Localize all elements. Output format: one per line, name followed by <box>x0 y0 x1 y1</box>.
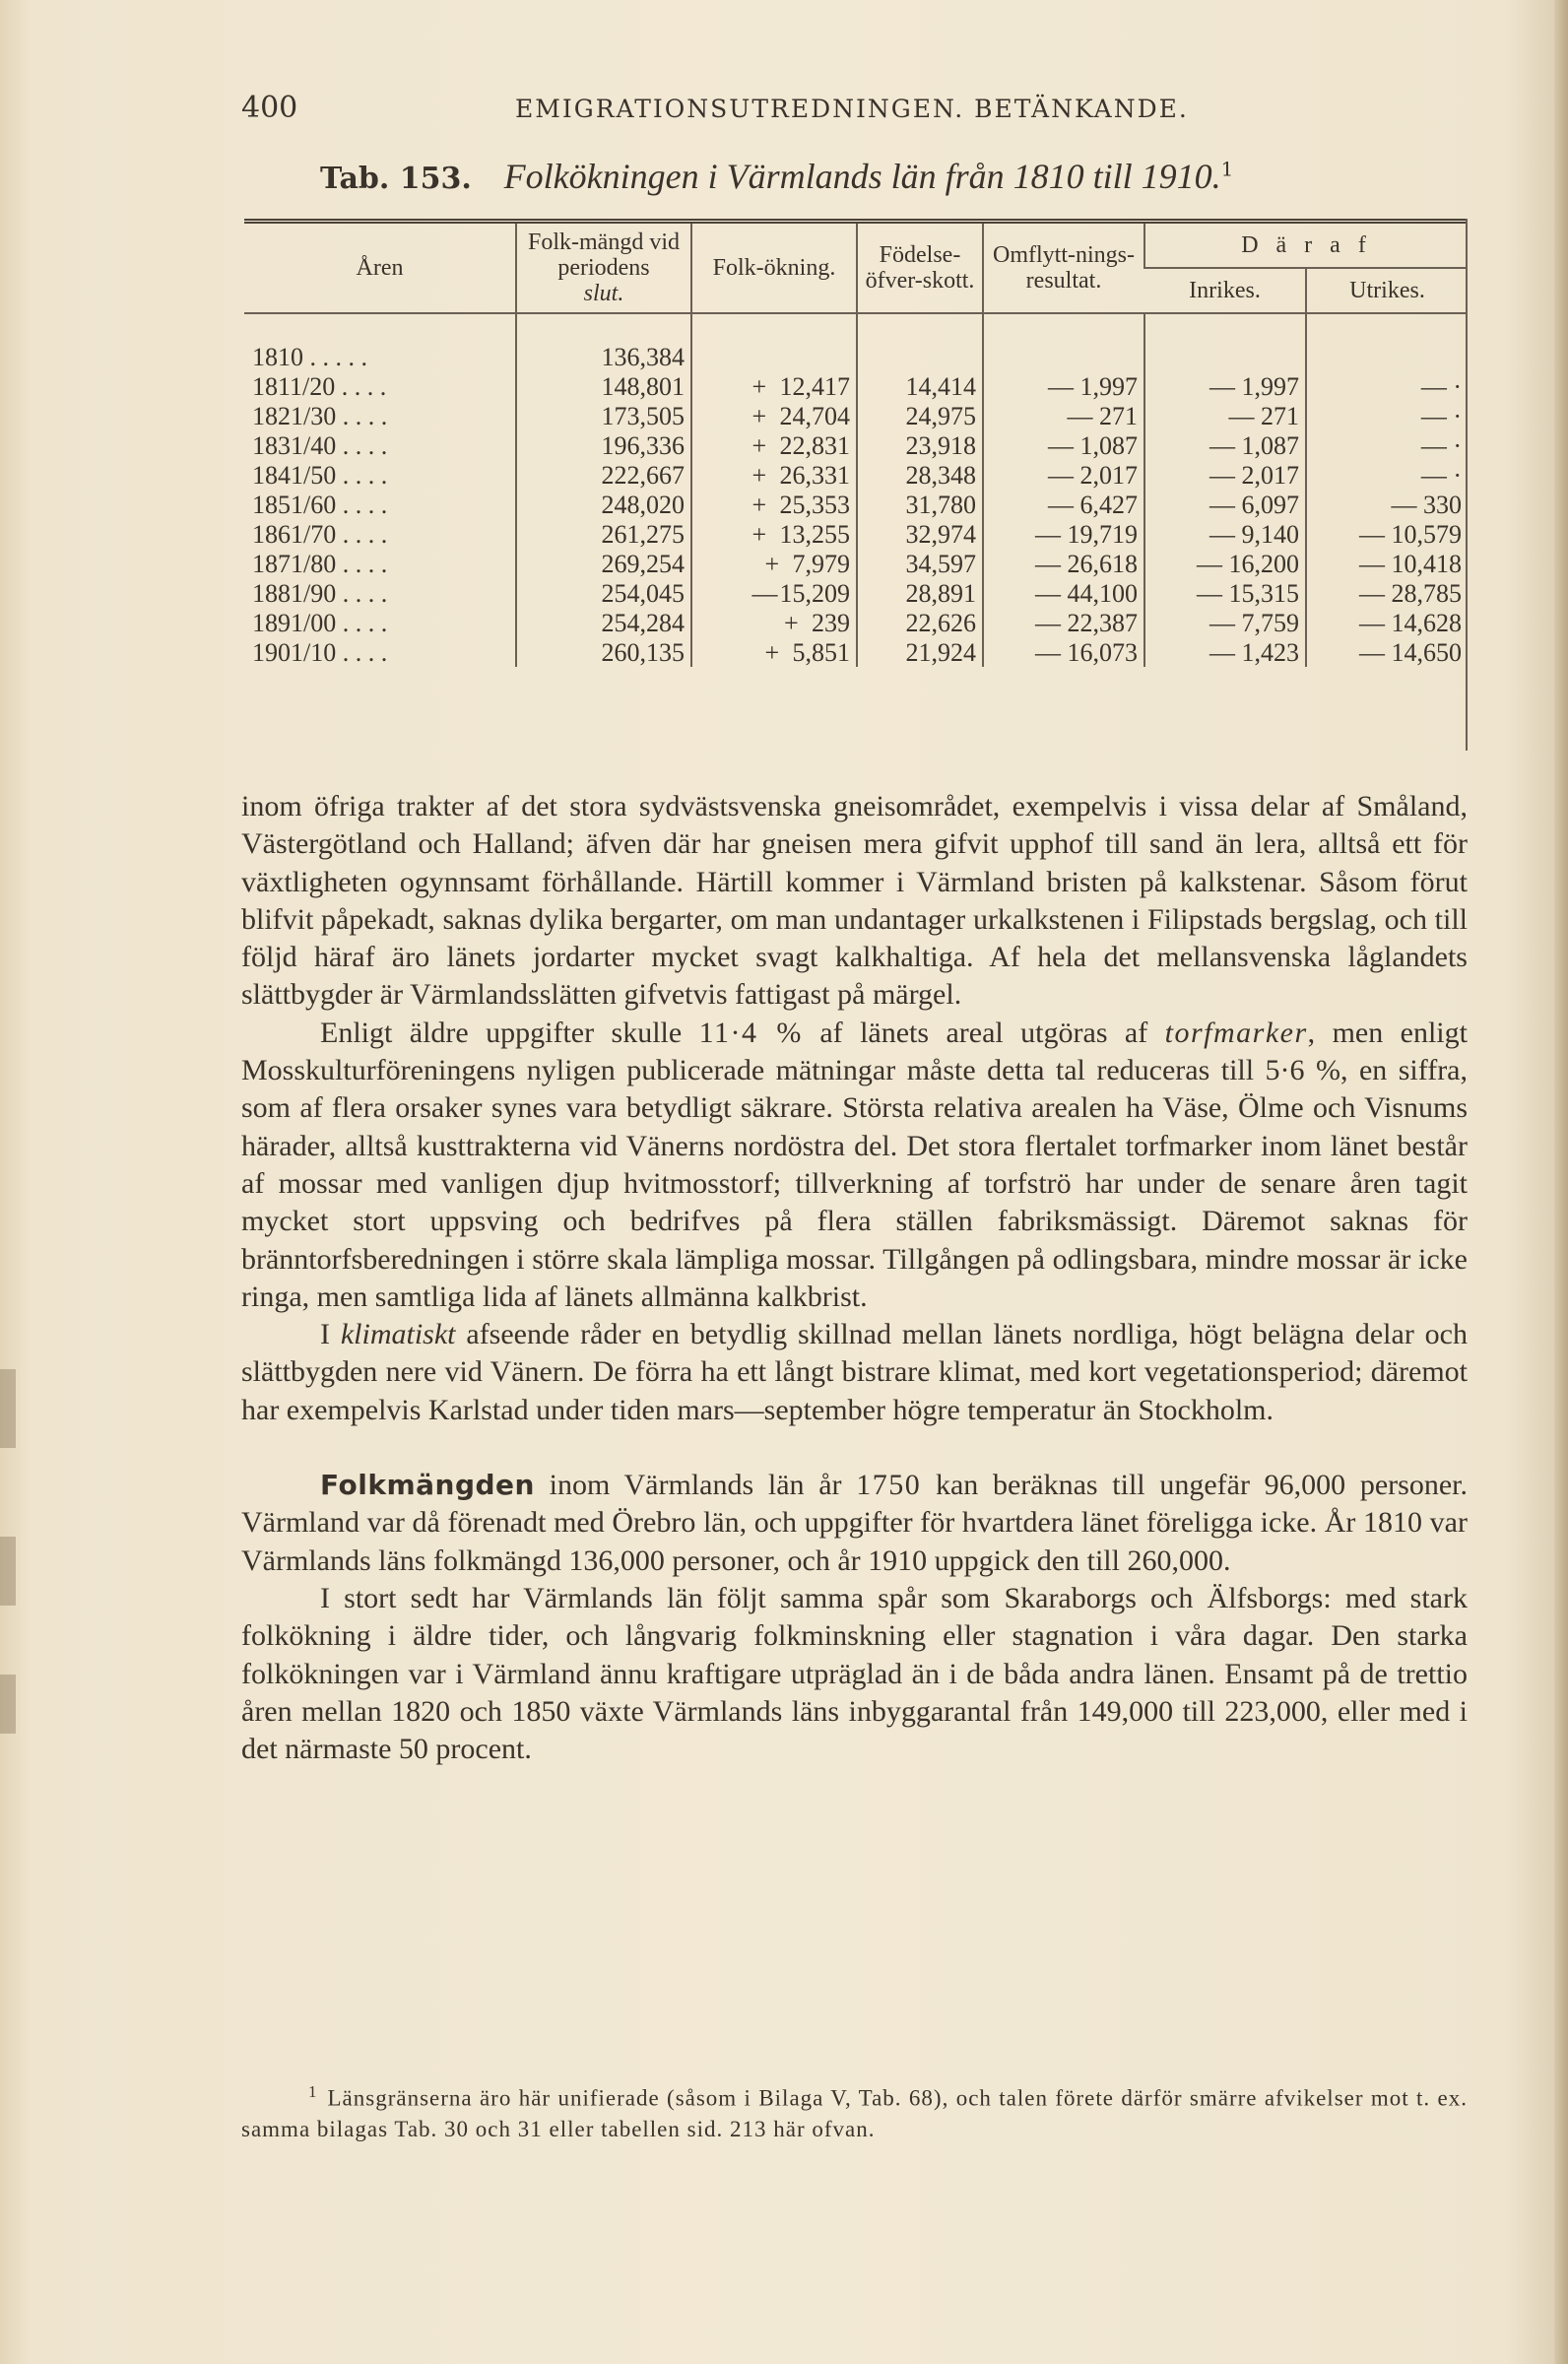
cell-increase: + 26,331 <box>691 460 857 490</box>
cell-increase: + 25,353 <box>691 490 857 519</box>
cell-migration: — 22,387 <box>983 608 1144 637</box>
table-row <box>244 401 1468 430</box>
cell-year: 1831/40 . . . . <box>252 430 388 460</box>
cell-population: 248,020 <box>516 490 691 519</box>
paragraph-torfmarker: Enligt äldre uppgifter skulle 11·4 % af länets areal utgöras af torfmarker, men enligt Mosskulturföreningens nyligen publicerade mätningar måste detta tal reduceras till 5·6 %, en siffra, som af flera orsaker synes vara betydligt säkrare. Största relativa arealen ha Väse, Ölme och Visnums härader, alltså kusttrakterna vid Vänerns nordöstra del. Det stora flertalet torfmarker inom länet består af mossar med vanligen djup hvitmosstorf; tillverkning af torfströ har under de senare åren tagit mycket stort uppsving och bedrifves på flera ställen fabriksmässigt. Däremot saknas för bränntorfsberedningen i större skala lämpliga mossar. Tillgången på odlingsbara, mindre mossar är icke ringa, men samtliga lida af länets allmänna kalkbrist. <box>241 1016 1468 1313</box>
cell-year: 1901/10 . . . . <box>252 637 388 667</box>
cell-increase: + 239 <box>691 608 857 637</box>
table-row <box>244 608 1468 637</box>
cell-population: 222,667 <box>516 460 691 490</box>
cell-domestic: — 1,423 <box>1144 637 1306 667</box>
table-row <box>244 460 1468 490</box>
table-row <box>244 578 1468 608</box>
scan-smudge <box>0 1674 16 1734</box>
cell-migration <box>983 342 1144 371</box>
header-migration: Omflytt-nings-resultat. <box>983 222 1144 314</box>
cell-population: 136,384 <box>516 342 691 371</box>
cell-domestic: — 16,200 <box>1144 549 1306 578</box>
cell-population: 254,284 <box>516 608 691 637</box>
cell-birth-surplus: 31,780 <box>857 490 983 519</box>
cell-population: 254,045 <box>516 578 691 608</box>
cell-birth-surplus: 22,626 <box>857 608 983 637</box>
cell-foreign: — 10,579 <box>1306 519 1468 549</box>
cell-domestic: — 15,315 <box>1144 578 1306 608</box>
cell-foreign: — · <box>1306 371 1468 401</box>
cell-birth-surplus: 34,597 <box>857 549 983 578</box>
cell-foreign: — 14,650 <box>1306 637 1468 667</box>
cell-increase: + 7,979 <box>691 549 857 578</box>
cell-year: 1881/90 . . . . <box>252 578 388 608</box>
table-row <box>244 549 1468 578</box>
header-population-label: Folk-mängd vid periodens <box>528 230 680 281</box>
cell-domestic: — 6,097 <box>1144 490 1306 519</box>
cell-domestic: — 7,759 <box>1144 608 1306 637</box>
table-row <box>244 371 1468 401</box>
table-row <box>244 430 1468 460</box>
cell-migration: — 1,997 <box>983 371 1144 401</box>
cell-domestic: — 1,087 <box>1144 430 1306 460</box>
cell-foreign: — · <box>1306 460 1468 490</box>
table-row <box>244 637 1468 667</box>
footnote-text: Länsgränserna äro här unifierade (såsom i Bilaga V, Tab. 68), och talen förete därför smärre afvikelser mot t. ex. samma bilagas Tab. 30 och 31 eller tabellen sid. 213 här ofvan. <box>241 2085 1468 2141</box>
cell-year: 1851/60 . . . . <box>252 490 388 519</box>
cell-domestic: — 9,140 <box>1144 519 1306 549</box>
cell-domestic: — 1,997 <box>1144 371 1306 401</box>
footnote-ref: 1 <box>1220 157 1234 181</box>
cell-year: 1811/20 . . . . <box>252 371 387 401</box>
cell-increase: + 12,417 <box>691 371 857 401</box>
table-row <box>244 519 1468 549</box>
running-title: EMIGRATIONSUTREDNINGEN. BETÄNKANDE. <box>515 95 1189 123</box>
footnote-marker: 1 <box>308 2082 318 2101</box>
section-lead: Folkmängden <box>320 1469 535 1502</box>
table-row <box>244 342 1468 371</box>
header-increase: Folk-ökning. <box>691 222 857 314</box>
cell-year: 1891/00 . . . . <box>252 608 388 637</box>
running-head <box>241 91 1472 130</box>
cell-population: 173,505 <box>516 401 691 430</box>
cell-migration: — 16,073 <box>983 637 1144 667</box>
cell-foreign: — 14,628 <box>1306 608 1468 637</box>
cell-birth-surplus <box>857 342 983 371</box>
table-right-rule <box>1466 219 1468 751</box>
cell-birth-surplus: 14,414 <box>857 371 983 401</box>
cell-birth-surplus: 24,975 <box>857 401 983 430</box>
cell-population: 148,801 <box>516 371 691 401</box>
cell-population: 196,336 <box>516 430 691 460</box>
cell-foreign: — 10,418 <box>1306 549 1468 578</box>
cell-migration: — 26,618 <box>983 549 1144 578</box>
cell-migration: — 1,087 <box>983 430 1144 460</box>
cell-year: 1821/30 . . . . <box>252 401 388 430</box>
cell-population: 269,254 <box>516 549 691 578</box>
cell-foreign: — · <box>1306 430 1468 460</box>
cell-migration: — 6,427 <box>983 490 1144 519</box>
cell-increase: + 5,851 <box>691 637 857 667</box>
cell-migration: — 271 <box>983 401 1144 430</box>
cell-foreign: — · <box>1306 401 1468 430</box>
cell-birth-surplus: 28,348 <box>857 460 983 490</box>
paragraph: inom öfriga trakter af det stora sydvästsvenska gneisområdet, exempelvis i vissa delar af Småland, Västergötland och Halland; äfven där har gneisen mera gifvit upphof till sand än lera, alltså ett för växtligheten ogynnsamt förhållande. Härtill kommer i Värmland bristen på kalkstenar. Såsom förut blifvit påpekadt, saknas dylika bergarter, om man undantager urkalkstenen i Filipstads bergslag, och till följd häraf äro länets jordarter mycket svagt kalkhaltiga. Af hela det mellansvenska låglandets slättbygder är Värmlandsslätten gifvetvis fattigast på märgel. <box>241 790 1468 1012</box>
page-edge-shadow <box>1554 0 1568 2364</box>
header-birth-surplus: Födelse-öfver-skott. <box>857 222 983 314</box>
header-population-slut: slut. <box>583 281 624 306</box>
header-years: Åren <box>244 222 516 314</box>
paragraph-folkmangden: Folkmängden inom Värmlands län år 1750 kan beräknas till ungefär 96,000 personer. Värmland var då förenadt med Örebro län, och uppgifter för hvartdera länet föreligga icke. År 1810 var Värmlands läns folkmängd 136,000 personer, och år 1910 uppgick den till 260,000. <box>241 1469 1468 1577</box>
cell-domestic: — 271 <box>1144 401 1306 430</box>
cell-year: 1861/70 . . . . <box>252 519 388 549</box>
paragraph-climate: I klimatiskt afseende råder en betydlig skillnad mellan länets nordliga, högt belägna delar och slättbygden nere vid Vänern. De förra ha ett långt bistrare klimat, med kort vegetationsperiod; däremot har exempelvis Karlstad under tiden mars—september högre temperatur än Stockholm. <box>241 1318 1468 1426</box>
cell-foreign: — 330 <box>1306 490 1468 519</box>
cell-domestic <box>1144 342 1306 371</box>
cell-migration: — 44,100 <box>983 578 1144 608</box>
cell-population: 261,275 <box>516 519 691 549</box>
cell-foreign <box>1306 342 1468 371</box>
cell-population: 260,135 <box>516 637 691 667</box>
scan-smudge <box>0 1369 16 1448</box>
cell-domestic: — 2,017 <box>1144 460 1306 490</box>
header-domestic: Inrikes. <box>1144 268 1306 313</box>
cell-increase: + 13,255 <box>691 519 857 549</box>
table-number: Tab. 153. <box>320 162 472 196</box>
header-population <box>516 222 691 314</box>
page-number: 400 <box>241 91 298 125</box>
cell-year: 1871/80 . . . . <box>252 549 388 578</box>
cell-year: 1841/50 . . . . <box>252 460 388 490</box>
header-daraf: D ä r a f <box>1144 222 1468 269</box>
population-table <box>244 219 1468 667</box>
cell-birth-surplus: 21,924 <box>857 637 983 667</box>
cell-birth-surplus: 32,974 <box>857 519 983 549</box>
cell-increase <box>691 342 857 371</box>
cell-increase: + 24,704 <box>691 401 857 430</box>
cell-migration: — 19,719 <box>983 519 1144 549</box>
paragraph: I stort sedt har Värmlands län följt samma spår som Skaraborgs och Älfsborgs: med stark folkökning i äldre tider, och långvarig folkminskning eller stagnation i våra dagar. Den starka folkökningen var i Värmland ännu kraftigare utpräglad än i de båda andra länen. Ensamt på de trettio åren mellan 1820 och 1850 växte Värmlands läns inbyggarantal från 149,000 till 223,000, eller med i det närmaste 50 procent. <box>241 1581 1468 1766</box>
footnote <box>241 2076 1468 2144</box>
cell-foreign: — 28,785 <box>1306 578 1468 608</box>
table-caption <box>320 156 1233 197</box>
cell-birth-surplus: 23,918 <box>857 430 983 460</box>
cell-birth-surplus: 28,891 <box>857 578 983 608</box>
cell-year: 1810 . . . . . <box>252 342 367 371</box>
table-row <box>244 490 1468 519</box>
table-title: Folkökningen i Värmlands län från 1810 till 1910. <box>503 157 1221 196</box>
cell-migration: — 2,017 <box>983 460 1144 490</box>
cell-increase: —15,209 <box>691 578 857 608</box>
cell-increase: + 22,831 <box>691 430 857 460</box>
header-foreign: Utrikes. <box>1306 268 1468 313</box>
body-text <box>241 788 1468 1768</box>
scan-smudge <box>0 1537 16 1606</box>
